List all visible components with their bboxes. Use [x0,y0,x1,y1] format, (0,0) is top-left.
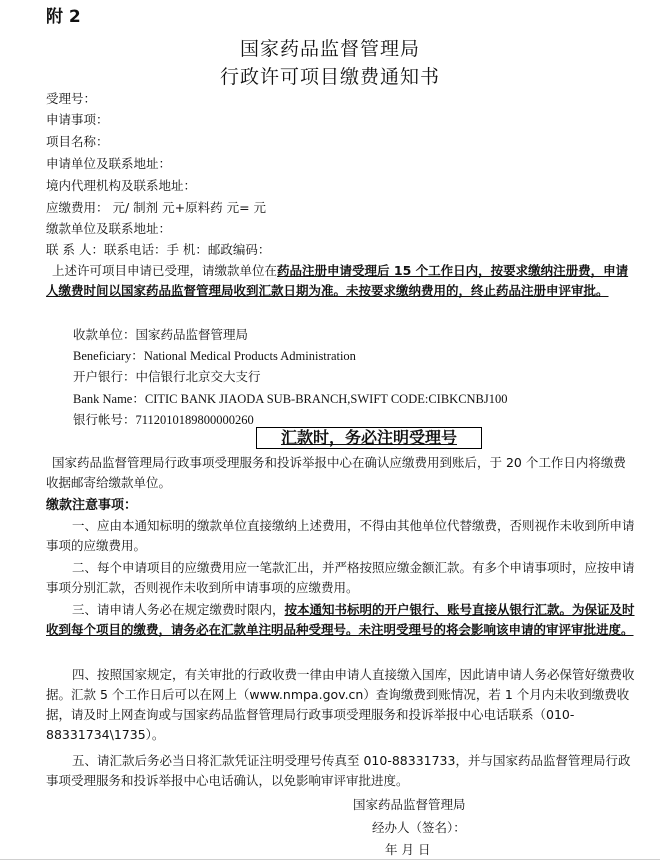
beneficiary-label: Beneficiary： [73,349,144,363]
account-label: 银行帐号： [73,412,136,427]
remittance-reminder: 汇款时，务必注明受理号 [256,427,482,449]
signature-date: 年 月 日 [385,842,431,857]
notes-title: 缴款注意事项： [46,498,138,513]
intro-text: 上述许可项目申请已受理，请缴款单位在 [52,263,278,278]
payee-row [73,325,248,343]
signature-org: 国家药品监督管理局 [353,797,466,812]
page-bottom-divider [0,859,660,860]
field-contact-info: 联 系 人：联系电话：手 机：邮政编码： [46,242,271,257]
beneficiary-row [73,346,356,364]
note-3 [46,600,636,640]
payee-value: 国家药品监督管理局 [135,327,249,342]
bank-name-value: CITIC BANK JIAODA SUB-BRANCH,SWIFT CODE:CIBKCNBJ100 [144,392,508,406]
annex-label: 附 2 [46,7,81,27]
note-3-text: 三、请申请人务必在规定缴费时限内， [72,602,285,617]
field-acceptance-number: 受理号： [46,91,97,106]
invoice-note: 国家药品监督管理局行政事项受理服务和投诉举报中心在确认应缴费用到账后，于 20 个工作日内将缴费收据邮寄给缴款单位。 [46,455,626,490]
signature-handler: 经办人（签名）： [372,820,466,835]
page-title-notice: 行政许可项目缴费通知书 [219,66,440,88]
beneficiary-value: National Medical Products Administration [143,349,356,363]
payee-label: 收款单位： [73,327,136,342]
field-project-name: 项目名称： [46,134,109,149]
bank-row [73,367,261,385]
field-fee-amount: 应缴费用： 元/ 制剂 元+原料药 元= 元 [46,200,267,215]
page-title-agency: 国家药品监督管理局 [239,38,420,60]
account-value: 7112010189800000260 [135,413,254,427]
note-3-emphasis: 按本通知书标明的开户银行、账号直接从银行汇款。为保证及时收到每个项目的缴费，请务必在汇款单注明品种受理号。未注明受理号的将会影响该申请的审评审批进度。 [46,602,635,637]
bank-value: 中信银行北京交大支行 [135,369,261,384]
note-2: 二、每个申请项目的应缴费用应一笔款汇出，并严格按照应缴金额汇款。有多个申请事项时，应按申请事项分别汇款，否则视作未收到所申请事项的应缴费用。 [46,560,635,595]
field-application-item: 申请事项： [46,112,109,127]
note-5: 五、请汇款后务必当日将汇款凭证注明受理号传真至 010-88331733，并与国家药品监督管理局行政事项受理服务和投诉举报中心电话确认，以免影响审评审批进度。 [46,753,631,788]
note-1: 一、应由本通知标明的缴款单位直接缴纳上述费用，不得由其他单位代替缴费，否则视作未收到所申请事项的应缴费用。 [46,518,635,553]
note-4: 四、按照国家规定，有关审批的行政收费一律由申请人直接缴入国库，因此请申请人务必保管好缴费收据。汇款 5 个工作日后可以在网上（www.nmpa.gov.cn）查询缴费到账情况，若 1 个月内未收到缴费收据，请及时上网查询或与国家药品监督管理局行政事项受理服务和投诉举报中心电话联系（010-88331734\1735）。 [46,667,635,742]
bank-name-row [73,389,508,407]
field-agent-address: 境内代理机构及联系地址： [46,178,197,193]
field-applicant-address: 申请单位及联系地址： [46,156,172,171]
intro-paragraph [46,261,636,301]
field-payer-address: 缴款单位及联系地址： [46,221,172,236]
bank-name-label: Bank Name： [73,392,145,406]
account-row [73,410,254,428]
intro-deadline-emphasis: 药品注册申请受理后 15 个工作日内，按要求缴纳注册费，申请人缴费时间以国家药品监督管理局收到汇款日期为准。未按要求缴纳费用的，终止药品注册申评审批。 [46,263,629,298]
bank-label: 开户银行： [73,369,136,384]
